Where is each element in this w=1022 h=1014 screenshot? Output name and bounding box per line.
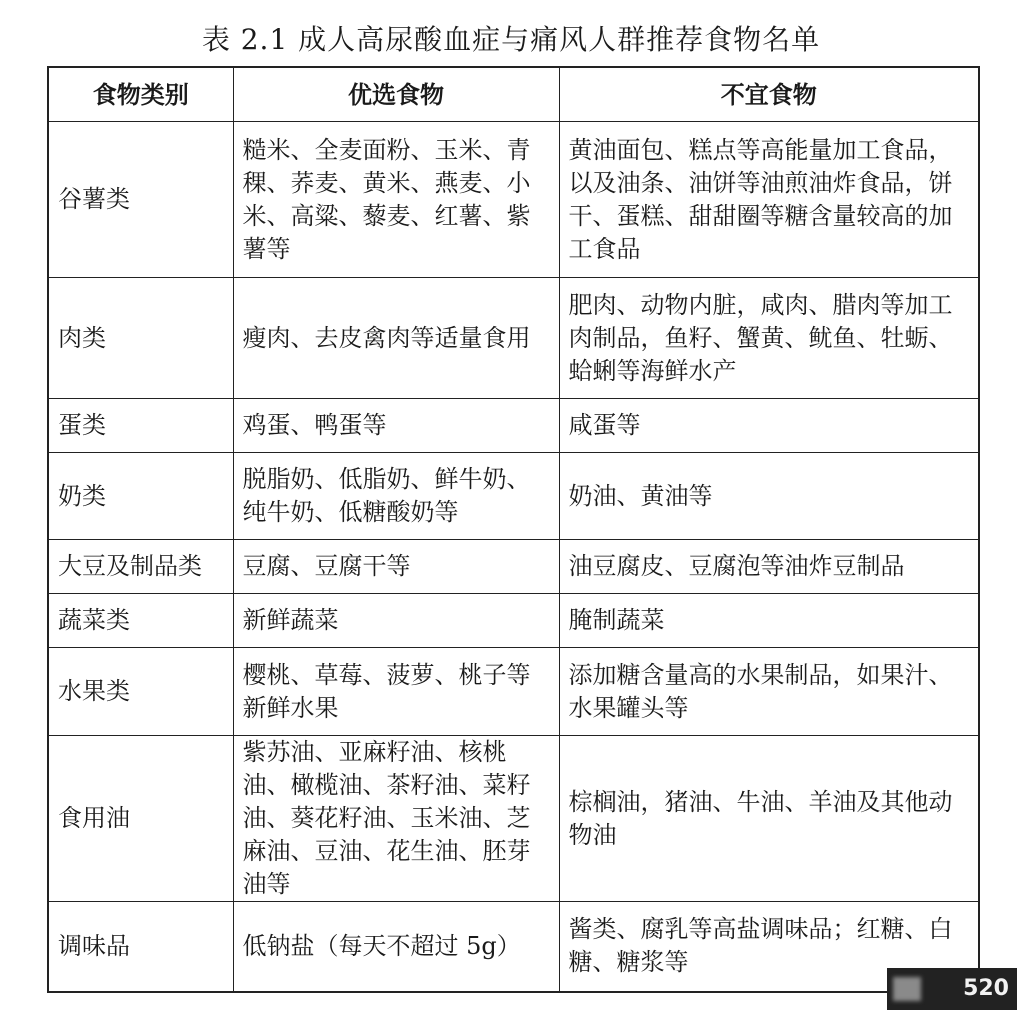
cell-category: 食用油	[48, 736, 233, 902]
table-title: 表 2.1 成人高尿酸血症与痛风人群推荐食物名单	[201, 23, 821, 56]
cell-avoid: 添加糖含量高的水果制品，如果汁、水果罐头等	[559, 648, 979, 736]
cell-preferred: 低钠盐（每天不超过 5g）	[233, 902, 559, 992]
cell-preferred: 新鲜蔬菜	[233, 594, 559, 648]
cell-avoid: 奶油、黄油等	[559, 453, 979, 540]
header-avoid: 不宜食物	[559, 67, 979, 122]
cell-avoid: 棕榈油，猪油、牛油、羊油及其他动物油	[559, 736, 979, 902]
cell-avoid: 黄油面包、糕点等高能量加工食品，以及油条、油饼等油煎油炸食品，饼干、蛋糕、甜甜圈等糖含量较高的加工食品	[559, 122, 979, 278]
cell-preferred: 鸡蛋、鸭蛋等	[233, 399, 559, 453]
table-row	[48, 278, 979, 399]
cell-preferred: 豆腐、豆腐干等	[233, 540, 559, 594]
header-category: 食物类别	[48, 67, 233, 122]
table-row	[48, 648, 979, 736]
table-row	[48, 540, 979, 594]
cell-preferred: 樱桃、草莓、菠萝、桃子等新鲜水果	[233, 648, 559, 736]
cell-avoid: 肥肉、动物内脏，咸肉、腊肉等加工肉制品，鱼籽、蟹黄、鱿鱼、牡蛎、蛤蜊等海鲜水产	[559, 278, 979, 399]
cell-avoid: 咸蛋等	[559, 399, 979, 453]
cell-category: 蔬菜类	[48, 594, 233, 648]
cell-category: 奶类	[48, 453, 233, 540]
cell-category: 大豆及制品类	[48, 540, 233, 594]
watermark-text: 520	[963, 976, 1009, 1001]
cell-preferred: 糙米、全麦面粉、玉米、青稞、荞麦、黄米、燕麦、小米、高粱、藜麦、红薯、紫薯等	[233, 122, 559, 278]
cell-category: 调味品	[48, 902, 233, 992]
cell-preferred: 脱脂奶、低脂奶、鲜牛奶、纯牛奶、低糖酸奶等	[233, 453, 559, 540]
table-row	[48, 122, 979, 278]
cell-category: 谷薯类	[48, 122, 233, 278]
cell-preferred: 紫苏油、亚麻籽油、核桃油、橄榄油、茶籽油、菜籽油、葵花籽油、玉米油、芝麻油、豆油、花生油、胚芽油等	[233, 736, 559, 902]
table-row	[48, 736, 979, 902]
table-row	[48, 902, 979, 992]
cell-preferred: 瘦肉、去皮禽肉等适量食用	[233, 278, 559, 399]
cell-category: 蛋类	[48, 399, 233, 453]
watermark-logo	[887, 968, 1017, 1010]
cell-avoid: 酱类、腐乳等高盐调味品；红糖、白糖、糖浆等	[559, 902, 979, 992]
cell-category: 肉类	[48, 278, 233, 399]
header-preferred: 优选食物	[233, 67, 559, 122]
cell-avoid: 腌制蔬菜	[559, 594, 979, 648]
food-recommendation-table	[47, 66, 980, 993]
table-row	[48, 594, 979, 648]
cell-avoid: 油豆腐皮、豆腐泡等油炸豆制品	[559, 540, 979, 594]
table-row	[48, 453, 979, 540]
watermark-icon	[893, 977, 921, 1001]
table-row	[48, 399, 979, 453]
cell-category: 水果类	[48, 648, 233, 736]
table-header-row	[48, 67, 979, 122]
